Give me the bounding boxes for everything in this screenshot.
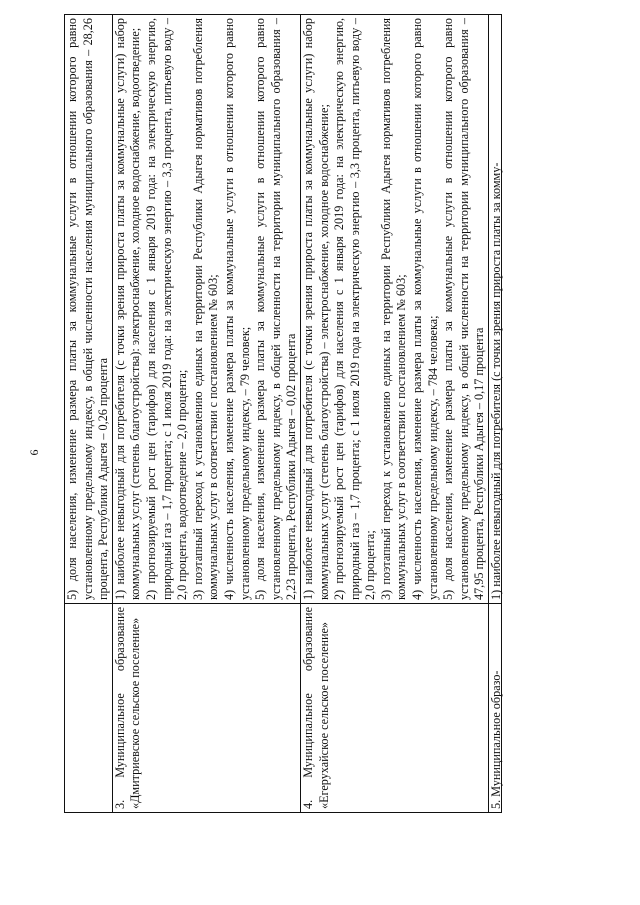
table-row xyxy=(112,15,300,813)
condition-item: 5) доля населения, изменение размера платы за коммунальные услуги в отношении которого равно установленному предельному индексу, в общей численности населения муниципального образования – 28,26 процента, Республики Адыгея – 0,26 процента xyxy=(65,18,111,600)
municipality-name: 4. Муниципальное образование «Егерухайское сельское поселение» xyxy=(300,607,331,809)
condition-item: 2) прогнозируемый рост цен (тарифов) для населения с 1 января 2019 года: на электрическую энергию, природный газ – 1,7 процента; с 1 июля 2019 года на электрическую энергию – 3,3 процента, питьевую воду – 2,0 процента; xyxy=(332,18,378,600)
municipality-cell xyxy=(65,604,113,813)
condition-item: 1) наиболее невыгодный для потребителя (с точки зрения прироста платы за комму- xyxy=(489,162,504,600)
conditions-cell xyxy=(112,15,300,604)
municipality-name: 3. Муниципальное образование «Дмитриевское сельское поселение» xyxy=(112,607,143,809)
conditions-cell xyxy=(65,15,113,604)
table-row xyxy=(489,15,502,813)
condition-item: 4) численность населения, изменение размера платы за коммунальные услуги в отношении которого равно установленному предельному индексу, – 79 человек; xyxy=(221,18,252,600)
page-number: 6 xyxy=(27,449,41,456)
conditions-cell xyxy=(300,15,488,604)
condition-item: 5) доля населения, изменение размера платы за коммунальные услуги в отношении которого равно установленному предельному индексу, в общей численности на территории муниципального образования – 2,23 процента, Республики Адыгея – 0,02 процента xyxy=(253,18,299,600)
condition-item: 5) доля населения, изменение размера платы за коммунальные услуги в отношении которого равно установленному предельному индексу, в общей численности на территории муниципального образования – 47,95 процента, Республики Адыгея – 0,17 процента xyxy=(441,18,487,600)
condition-item: 1) наиболее невыгодный для потребителя (с точки зрения прироста платы за коммунальные услуги) набор коммунальных услуг (степень благоустройства): электроснабжение, холодное водоснабжение, водоотведение; xyxy=(112,18,143,600)
municipality-cell xyxy=(112,604,300,813)
municipality-cell xyxy=(489,604,502,813)
municipality-name: 5. Муниципальное образо- xyxy=(489,670,504,809)
utility-tariff-table xyxy=(64,14,502,813)
condition-item: 3) поэтапный переход к установлению единых на территории Республики Адыгея нормативов потребления коммунальных услуг в соответствии с постановлением № 603; xyxy=(190,18,221,600)
table-row xyxy=(300,15,488,813)
municipality-cell xyxy=(300,604,488,813)
condition-item: 3) поэтапный переход к установлению единых на территории Республики Адыгея нормативов потребления коммунальных услуг в соответствии с постановлением № 603; xyxy=(378,18,409,600)
table-row xyxy=(65,15,113,813)
conditions-cell xyxy=(489,15,502,604)
condition-item: 2) прогнозируемый рост цен (тарифов) для населения с 1 января 2019 года: на электрическую энергию, природный газ – 1,7 процента; с 1 июля 2019 года: на электрическую энергию – 3,3 процента, питьевую воду – 2,0 процента, водоотведение – 2,0 процента; xyxy=(143,18,190,600)
condition-item: 1) наиболее невыгодный для потребителя (с точки зрения прироста платы за коммунальные услуги) набор коммунальных услуг (степень благоустройства) – электроснабжение, холодное водоснабжение; xyxy=(300,18,331,600)
condition-item: 4) численность населения, изменение размера платы за коммунальные услуги в отношении которого равно установленному предельному индексу, – 784 человека; xyxy=(410,18,440,600)
